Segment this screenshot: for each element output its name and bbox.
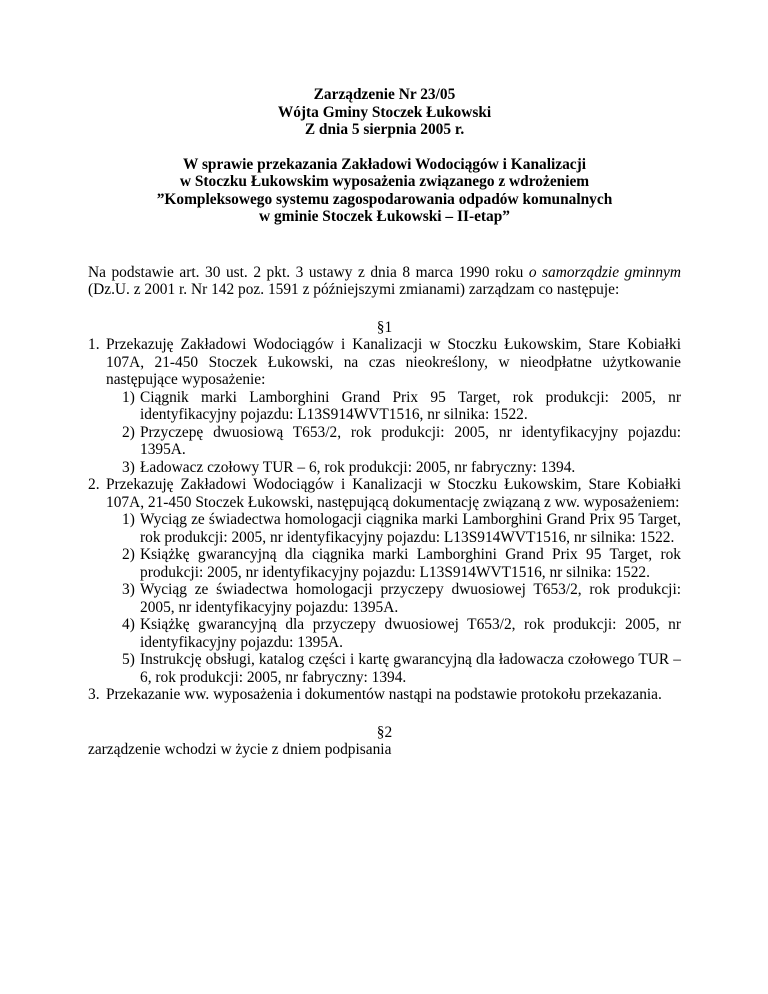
list-item: [106, 389, 681, 424]
item-number: 1.: [88, 336, 100, 353]
sub-item-text: Instrukcję obsługi, katalog części i kartę gwarancyjną dla ładowacza czołowego TUR – 6, rok produkcji: 2005, nr fabryczny: 1394.: [140, 651, 681, 686]
item-text: Przekazuję Zakładowi Wodociągów i Kanalizacji w Stoczku Łukowskim, Stare Kobiałki 107A, 21-450 Stoczek Łukowski, na czas nieokreślony, w nieodpłatne użytkowanie następujące wyposażenie:: [106, 336, 681, 388]
item-number: 3.: [88, 686, 100, 703]
sub-item-text: Przyczepę dwuosiową T653/2, rok produkcji: 2005, nr identyfikacyjny pojazdu: 1395A.: [140, 423, 681, 458]
sub-item-text: Książkę gwarancyjną dla przyczepy dwuosiowej T653/2, rok produkcji: 2005, nr identyfikacyjny pojazdu: 1395A.: [140, 616, 681, 651]
document-header: [88, 86, 681, 139]
section-1-list: [88, 336, 681, 704]
subject-line-1: W sprawie przekazania Zakładowi Wodociągów i Kanalizacji: [182, 155, 587, 173]
sub-item-number: 1): [122, 511, 135, 528]
document-page: [88, 86, 681, 759]
section-1-item: [88, 686, 681, 704]
item-text: Przekazuję Zakładowi Wodociągów i Kanalizacji w Stoczku Łukowskim, Stare Kobiałki 107A, 21-450 Stoczek Łukowski, następującą dokumentację związaną z ww. wyposażeniem:: [106, 476, 681, 511]
sub-item-text: Ładowacz czołowy TUR – 6, rok produkcji: 2005, nr fabryczny: 1394.: [140, 458, 576, 476]
issue-date: Z dnia 5 sierpnia 2005 r.: [304, 121, 465, 138]
subject-line-2: w Stoczku Łukowskim wyposażenia związanego z wdrożeniem: [179, 173, 590, 190]
sub-item-number: 4): [122, 616, 135, 633]
sub-item-number: 3): [122, 458, 135, 476]
sub-item-text: Ciągnik marki Lamborghini Grand Prix 95 Target, rok produkcji: 2005, nr identyfikacyjny pojazdu: L13S914WVT1516, nr silnika: 1522.: [140, 388, 681, 423]
section-2-mark: §2: [376, 723, 393, 741]
sub-item-number: 2): [122, 546, 135, 563]
legal-basis-paragraph: [88, 264, 681, 299]
list-item: [106, 511, 681, 546]
ordinance-number: Zarządzenie Nr 23/05: [313, 86, 456, 103]
legal-basis-act-name: o samorządzie gminnym: [528, 263, 681, 281]
list-item: [106, 424, 681, 459]
list-item: [106, 651, 681, 686]
list-item: [106, 616, 681, 651]
sub-item-number: 3): [122, 581, 135, 598]
section-1-mark: §1: [376, 318, 393, 336]
list-item: [106, 581, 681, 616]
document-subject: [88, 156, 681, 226]
sub-item-number: 2): [122, 423, 135, 441]
sub-item-number: 5): [122, 651, 135, 668]
issuing-authority: Wójta Gminy Stoczek Łukowski: [277, 103, 492, 121]
legal-basis-text-start: Na podstawie art. 30 ust. 2 pkt. 3 ustawy z dnia 8 marca 1990 roku: [88, 263, 529, 281]
sub-item-text: Książkę gwarancyjną dla ciągnika marki Lamborghini Grand Prix 95 Target, rok produkcji: 2005, nr identyfikacyjny pojazdu: L13S914WVT1516, nr silnika: 1522.: [140, 546, 681, 581]
subject-line-3: ”Kompleksowego systemu zagospodarowania odpadów komunalnych: [156, 190, 613, 208]
list-item: [106, 459, 681, 477]
item-number: 2.: [88, 476, 100, 493]
list-item: [106, 546, 681, 581]
sub-item-text: Wyciąg ze świadectwa homologacji ciągnika marki Lamborghini Grand Prix 95 Target, rok produkcji: 2005, nr identyfikacyjny pojazdu: L13S914WVT1516, nr silnika: 1522.: [140, 511, 681, 546]
section-1-item: [88, 476, 681, 686]
sub-item-number: 1): [122, 388, 135, 406]
entry-into-force-clause: zarządzenie wchodzi w życie z dniem podpisania: [88, 741, 392, 758]
documentation-list: [106, 511, 681, 686]
sub-item-text: Wyciąg ze świadectwa homologacji przyczepy dwuosiowej T653/2, rok produkcji: 2005, nr identyfikacyjny pojazdu: 1395A.: [140, 581, 681, 616]
subject-line-4: w gminie Stoczek Łukowski – II-etap”: [259, 208, 510, 225]
section-1-item: [88, 336, 681, 476]
item-text: Przekazanie ww. wyposażenia i dokumentów nastąpi na podstawie protokołu przekazania.: [106, 686, 662, 703]
equipment-list: [106, 389, 681, 477]
legal-basis-text-end: (Dz.U. z 2001 r. Nr 142 poz. 1591 z późniejszymi zmianami) zarządzam co następuje:: [88, 281, 620, 298]
